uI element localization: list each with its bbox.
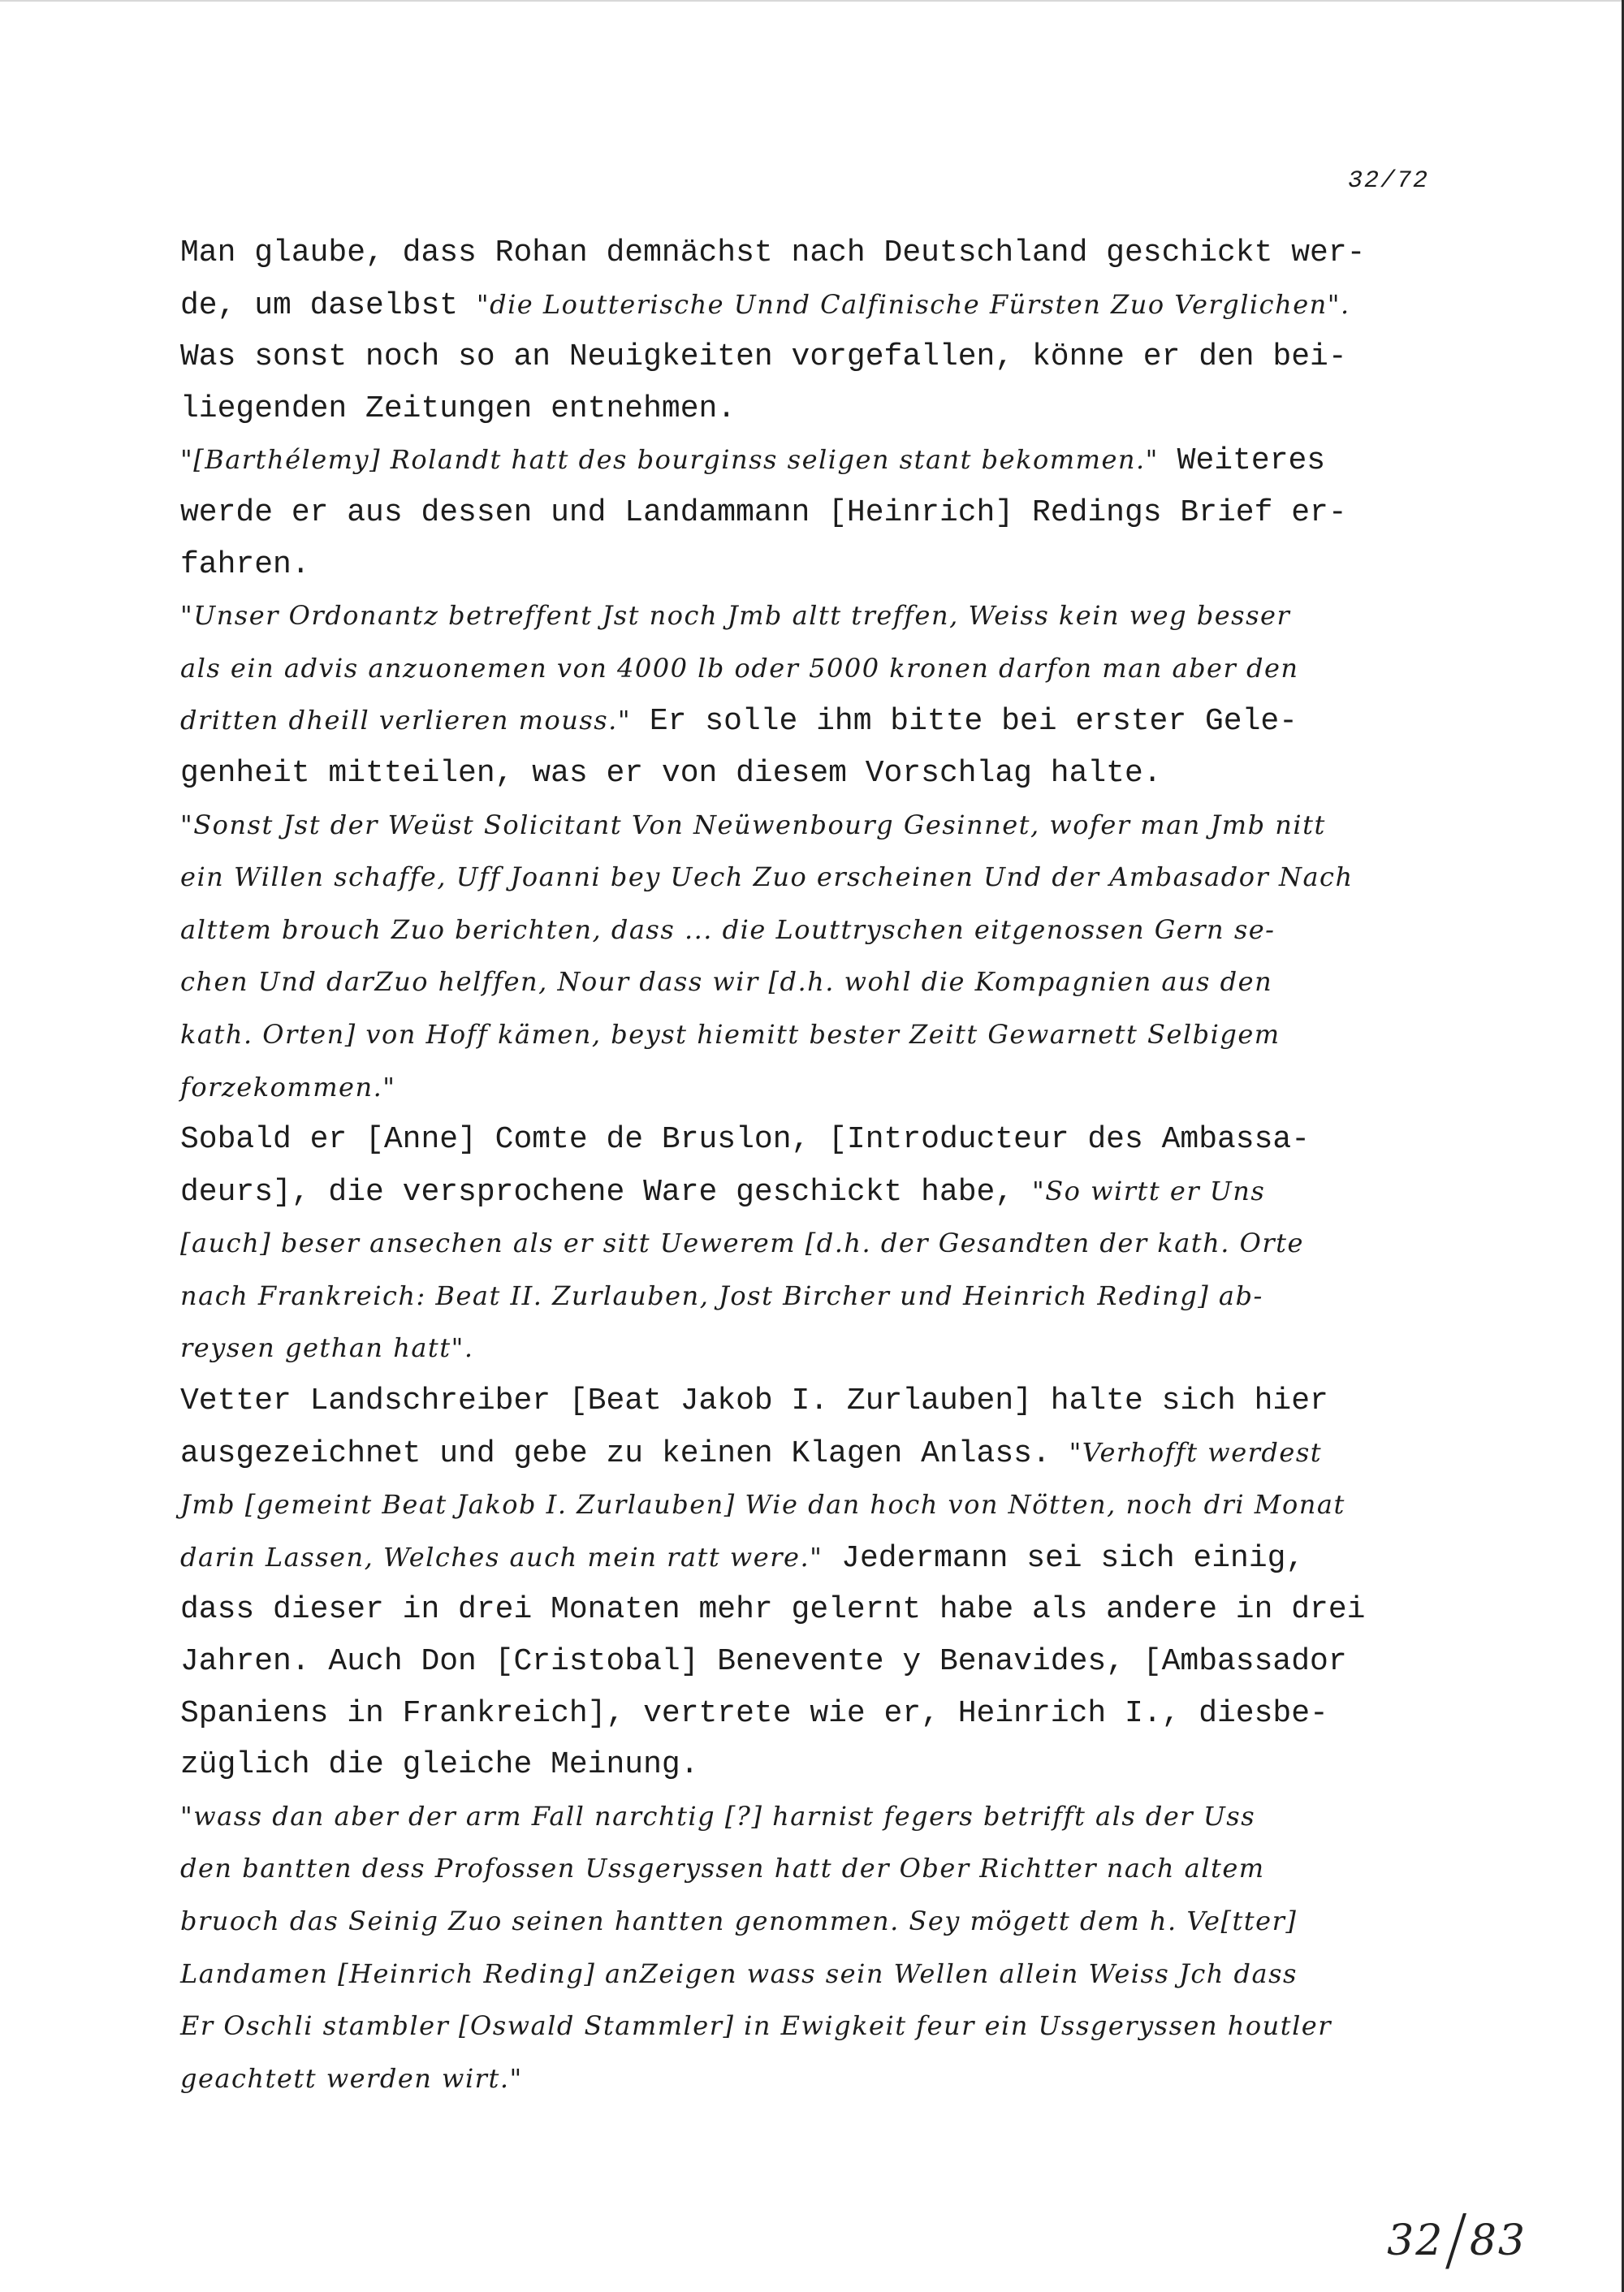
summary-text: Jedermann sei sich einig, (823, 1540, 1305, 1576)
text-line (180, 1009, 1447, 1062)
quoted-source-text: Landamen [Heinrich Reding] anZeigen wass sein Wellen allein Weiss Jch dass (180, 1957, 1298, 1989)
summary-text: Man glaube, dass Rohan demnächst nach Deutschland geschickt wer- (180, 235, 1366, 270)
summary-text: deurs], die versprochene Ware geschickt habe, (180, 1174, 1032, 1210)
quoted-source-text: Jmb [gemeint Beat Jakob I. Zurlauben] Wie dan hoch von Nötten, noch dri Monat (180, 1489, 1345, 1521)
text-line (180, 1896, 1447, 1949)
page-number: 32/72 (1347, 167, 1429, 195)
page-top-edge (0, 0, 1624, 2)
text-line (180, 2001, 1447, 2053)
summary-text: liegenden Zeitungen entnehmen. (180, 391, 736, 426)
text-line (180, 1323, 1447, 1375)
quoted-source-text: darin Lassen, Welches auch mein ratt were." (180, 1541, 823, 1573)
text-line (180, 904, 1447, 957)
summary-text: Weiteres (1158, 443, 1326, 479)
text-line (180, 227, 1447, 279)
text-line (180, 1271, 1447, 1323)
text-line (180, 331, 1447, 383)
text-line (180, 695, 1447, 748)
text-line (180, 487, 1447, 539)
text-line (180, 956, 1447, 1009)
archive-number-right: 83 (1469, 2216, 1527, 2265)
text-line (180, 590, 1447, 643)
quoted-source-text: [auch] beser ansechen als er sitt Uewerem [d.h. der Gesandten der kath. Orte (180, 1228, 1304, 1259)
quoted-source-text: nach Frankreich: Beat II. Zurlauben, Jost Bircher und Heinrich Reding] ab- (180, 1280, 1263, 1311)
quoted-source-text: kath. Orten] von Hoff kämen, beyst hiemitt bester Zeitt Gewarnett Selbigem (180, 1018, 1281, 1050)
text-line (180, 1479, 1447, 1532)
text-line (180, 1427, 1447, 1480)
quoted-source-text: "Sonst Jst der Weüst Solicitant Von Neüwenbourg Gesinnet, wofer man Jmb nitt (180, 809, 1326, 840)
quoted-source-text: "So wirtt er Uns (1031, 1175, 1266, 1206)
summary-text: Er solle ihm bitte bei erster Gele- (631, 704, 1298, 740)
archive-number-left: 32 (1387, 2216, 1445, 2265)
quoted-source-text: dritten dheill verlieren mouss." (180, 705, 632, 736)
text-line (180, 1949, 1447, 2001)
text-line (180, 279, 1447, 332)
quoted-source-text: als ein advis anzuonemen von 4000 lb oder 5000 kronen darfon man aber den (180, 652, 1299, 684)
text-line (180, 800, 1447, 852)
quoted-source-text: den bantten dess Profossen Ussgeryssen hatt der Ober Richtter nach altem (180, 1853, 1265, 1884)
text-line (180, 1114, 1447, 1166)
summary-text: Jahren. Auch Don [Cristobal] Benevente y Benavides, [Ambassador (180, 1644, 1347, 1680)
text-line (180, 1218, 1447, 1271)
quoted-source-text: geachtett werden wirt." (180, 2062, 523, 2094)
quoted-source-text: reysen gethan hatt". (180, 1332, 474, 1364)
text-line (180, 434, 1447, 487)
quoted-source-text: "[Barthélemy] Rolandt hatt des bourginss seligen stant bekommen." (180, 444, 1159, 476)
summary-text: werde er aus dessen und Landammann [Heinrich] Redings Brief er- (180, 494, 1347, 530)
quoted-source-text: "Verhofft werdest (1069, 1436, 1323, 1468)
quoted-source-text: chen Und darZuo helffen, Nour dass wir [d.h. wohl die Kompagnien aus den (180, 966, 1273, 998)
quoted-source-text: "Unser Ordonantz betreffent Jst noch Jmb altt treffen, Weiss kein weg besser (180, 600, 1291, 632)
text-line (180, 1688, 1447, 1740)
text-line (180, 539, 1447, 591)
text-line (180, 643, 1447, 696)
text-line (180, 1843, 1447, 1896)
quoted-source-text: forzekommen." (180, 1071, 396, 1103)
text-line (180, 1636, 1447, 1688)
quoted-source-text: alttem brouch Zuo berichten, dass ... die Louttryschen eitgenossen Gern se- (180, 913, 1276, 945)
summary-text: Was sonst noch so an Neuigkeiten vorgefallen, könne er den bei- (180, 339, 1347, 375)
handwritten-archive-number (1387, 2202, 1527, 2280)
text-line (180, 383, 1447, 435)
text-line (180, 1739, 1447, 1791)
archive-number-slash: / (1449, 2202, 1465, 2280)
text-line (180, 852, 1447, 904)
text-line (180, 1584, 1447, 1636)
text-line (180, 1062, 1447, 1115)
summary-text: züglich die gleiche Meinung. (180, 1747, 699, 1783)
text-line (180, 2053, 1447, 2106)
text-line (180, 1532, 1447, 1585)
quoted-source-text: bruoch das Seinig Zuo seinen hantten genommen. Sey mögett dem h. Ve[tter] (180, 1906, 1298, 1936)
summary-text: fahren. (180, 546, 310, 582)
text-line (180, 1375, 1447, 1427)
quoted-source-text: ein Willen schaffe, Uff Joanni bey Uech Zuo erscheinen Und der Ambasador Nach (180, 861, 1354, 893)
quoted-source-text: "wass dan aber der arm Fall narchtig [?] harnist fegers betrifft als der Uss (180, 1800, 1256, 1832)
text-line (180, 1791, 1447, 1844)
summary-text: Vetter Landschreiber [Beat Jakob I. Zurlauben] halte sich hier (180, 1383, 1328, 1419)
summary-text: ausgezeichnet und gebe zu keinen Klagen Anlass. (180, 1435, 1069, 1471)
summary-text: genheit mitteilen, was er von diesem Vorschlag halte. (180, 755, 1162, 791)
text-line (180, 1166, 1447, 1219)
summary-text: de, um daselbst (180, 287, 477, 323)
text-line (180, 748, 1447, 800)
summary-text: Spaniens in Frankreich], vertrete wie er, Heinrich I., diesbe- (180, 1695, 1328, 1731)
document-body (180, 227, 1447, 2105)
summary-text: Sobald er [Anne] Comte de Bruslon, [Introducteur des Ambassa- (180, 1122, 1311, 1158)
quoted-source-text: "die Loutterische Unnd Calfinische Fürsten Zuo Verglichen". (476, 288, 1350, 320)
summary-text: dass dieser in drei Monaten mehr gelernt habe als andere in drei (180, 1592, 1366, 1628)
quoted-source-text: Er Oschli stambler [Oswald Stammler] in Ewigkeit feur ein Ussgeryssen houtler (180, 2010, 1332, 2042)
